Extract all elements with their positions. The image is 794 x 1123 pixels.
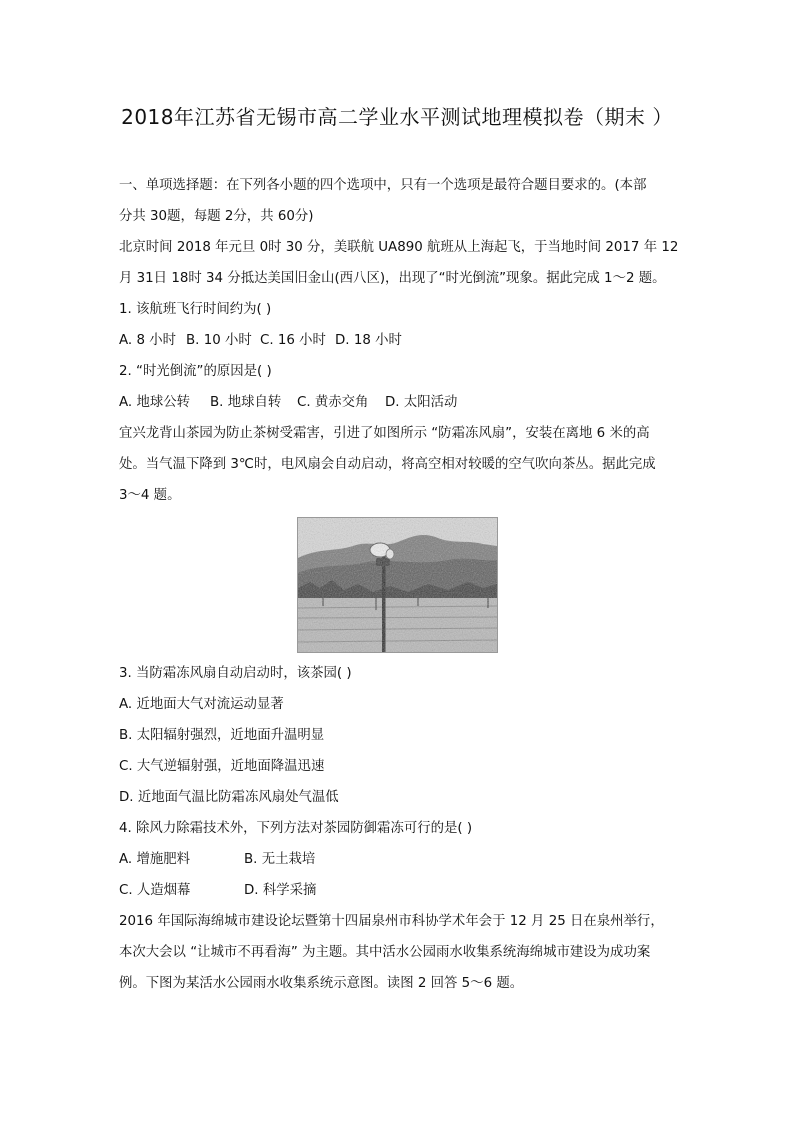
passage-2-line-2: 处。当气温下降到 3℃时，电风扇会自动启动，将高空相对较暖的空气吹向茶丛。据此完成 (119, 457, 656, 472)
question-3-option-a: A. 近地面大气对流运动显著 (119, 697, 284, 712)
option-d: D. 18 小时 (335, 333, 402, 348)
option-b: B. 地球自转 (210, 395, 282, 410)
question-3-option-b: B. 太阳辐射强烈，近地面升温明显 (119, 728, 325, 743)
document-title: 2018年江苏省无锡市高二学业水平测试地理模拟卷（期末 ） (121, 105, 673, 129)
option-a: A. 地球公转 (119, 395, 190, 410)
question-3-option-c: C. 大气逆辐射强，近地面降温迅速 (119, 759, 325, 774)
frost-fan-photo (297, 517, 498, 653)
passage-3-line-3: 例。下图为某活水公园雨水收集系统示意图。读图 2 回答 5～6 题。 (119, 976, 524, 991)
option-c: C. 人造烟幕 (119, 883, 191, 898)
passage-3-line-2: 本次大会以 “让城市不再看海” 为主题。其中活水公园雨水收集系统海绵城市建设为成功案 (119, 945, 651, 960)
question-4-options-row-2 (119, 881, 316, 901)
option-d: D. 太阳活动 (385, 395, 458, 410)
option-c: C. 黄赤交角 (297, 395, 369, 410)
question-1-stem: 1. 该航班飞行时间约为( ) (119, 302, 272, 317)
question-2-options (119, 393, 457, 413)
option-a: A. 8 小时 (119, 333, 176, 348)
option-c: C. 16 小时 (260, 333, 326, 348)
passage-2-line-3: 3～4 题。 (119, 488, 181, 503)
section-instruction-line-2: 分共 30题，每题 2分，共 60分) (119, 209, 314, 224)
option-d: D. 科学采摘 (244, 883, 317, 898)
question-3-stem: 3. 当防霜冻风扇自动启动时，该茶园( ) (119, 666, 352, 681)
option-a: A. 增施肥料 (119, 852, 190, 867)
option-b: B. 无土栽培 (244, 852, 316, 867)
passage-1-line-2: 月 31日 18时 34 分抵达美国旧金山(西八区)，出现了“时光倒流”现象。据此完成 1～2 题。 (119, 271, 666, 286)
section-instruction-line-1: 一、单项选择题：在下列各小题的四个选项中，只有一个选项是最符合题目要求的。(本部 (119, 178, 647, 193)
question-4-options-row-1 (119, 850, 315, 870)
question-4-stem: 4. 除风力除霜技术外，下列方法对茶园防御霜冻可行的是( ) (119, 821, 473, 836)
option-b: B. 10 小时 (186, 333, 252, 348)
passage-2-line-1: 宜兴龙背山茶园为防止茶树受霜害，引进了如图所示 “防霜冻风扇”，安装在离地 6 米的高 (119, 426, 650, 441)
question-3-option-d: D. 近地面气温比防霜冻风扇处气温低 (119, 790, 339, 805)
question-2-stem: 2. “时光倒流”的原因是( ) (119, 364, 272, 379)
passage-1-line-1: 北京时间 2018 年元旦 0时 30 分，美联航 UA890 航班从上海起飞，于当地时间 2017 年 12 (119, 240, 679, 255)
passage-3-line-1: 2016 年国际海绵城市建设论坛暨第十四届泉州市科协学术年会于 12 月 25 日在泉州举行， (119, 914, 664, 929)
question-1-options (119, 331, 402, 351)
